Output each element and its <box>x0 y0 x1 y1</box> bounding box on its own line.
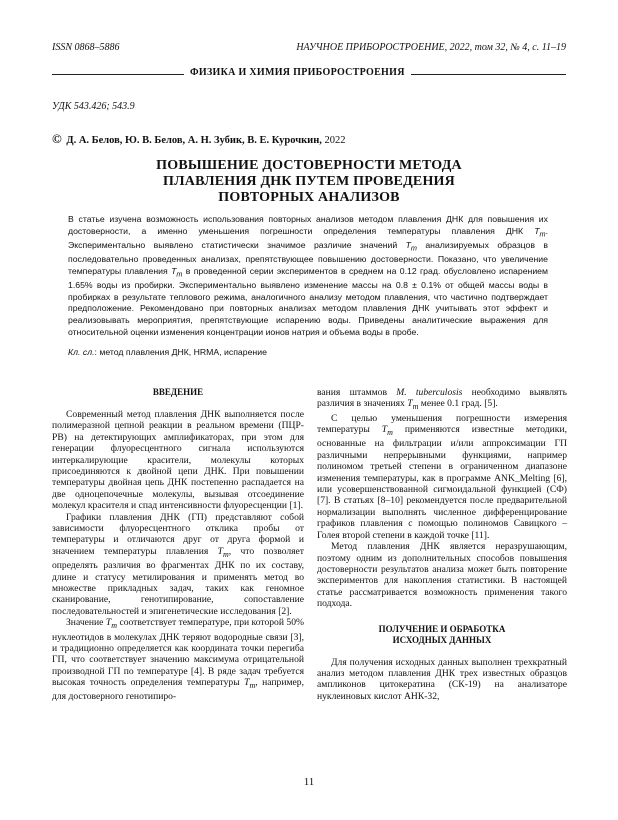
symbol-t: T <box>381 424 388 436</box>
heading-line-1: ПОЛУЧЕНИЕ И ОБРАБОТКА <box>378 623 506 634</box>
abstract <box>68 214 548 338</box>
authors-line <box>52 131 346 147</box>
keywords <box>68 347 267 357</box>
paragraph-text: Значение <box>66 617 104 629</box>
abstract-text-4: в проведенной серии экспериментов в среднем на 0.12 град. обусловлено испарением 1.65% воды из пробирки. Экспериментально выявлено изменение массы на 0.8 ± 0.1% от общей массы воды в пробирках в результате теплового режима, аналогичного анализу методом плавления, что частично подтверждает предположение. Рекомендовано при повторных анализах методом плавления ДНК учитывать этот эффект и реализовывать мероприятия, препятствующие испарению воды. Приведены аналитические выражения для относительной оценки изменения концентрации ионов натрия и объема воды в пробе. <box>68 265 548 337</box>
intro-paragraph-1 <box>52 409 304 512</box>
paragraph-text: вания штаммов <box>317 387 387 398</box>
symbol-m: m <box>539 229 546 239</box>
left-column <box>52 387 304 703</box>
title-line-3: ПОВТОРНЫХ АНАЛИЗОВ <box>218 190 400 205</box>
paragraph-text: Современный метод плавления ДНК выполняется после полимеразной цепной реакции в реальном времени (ПЦР-РВ) на детектирующих амплификаторах, при этом для генерации флуоресцентного сигнала используются интеркалирующие красители, молекулы которых присоединяются к двойной цепи ДНК. При повышении температуры двойная цепь ДНК постепенно распадается на две одноцепочечные молекулы, вызывая отсоединение молекул красителя и спад интенсивности флуоресценции [1]. <box>52 409 304 512</box>
symbol-t: T <box>105 617 112 629</box>
section-title: ФИЗИКА И ХИМИЯ ПРИБОРОСТРОЕНИЯ <box>184 67 411 78</box>
keywords-label: Кл. сл. <box>68 347 95 357</box>
section-banner <box>52 66 566 82</box>
heading-line-2: ИСХОДНЫХ ДАННЫХ <box>392 634 492 645</box>
page-number: 11 <box>303 776 315 788</box>
copyright-symbol: © <box>52 131 62 146</box>
paragraph-text: Графики плавления ДНК (ГП) представляют собой зависимости флуоресцентного отклика пробы от температуры и отличаются друг от друга формой и значением температуры плавления <box>52 511 304 557</box>
title-line-1: ПОВЫШЕНИЕ ДОСТОВЕРНОСТИ МЕТОДА <box>156 158 462 173</box>
symbol-m: m <box>249 681 256 691</box>
paragraph-text: , например, для достоверного генотипиро- <box>52 677 304 703</box>
paragraph-text: Метод плавления ДНК является неразрушающим, поэтому одним из дополнительных способов повышения достоверности результатов анализа может быть повторение экспериментов для накопления статистики. В настоящей статье рассматривается возможность применения такого подхода. <box>317 541 567 610</box>
intro-paragraph-3 <box>52 617 304 703</box>
intro-paragraph-2 <box>52 512 304 618</box>
section2-paragraph-1 <box>317 657 567 703</box>
paragraph-text: Для получения исходных данных выполнен трехкратный анализ методом плавления ДНК трех известных образцов ампликонов цитокератина (СК-19) на анализаторе нуклеиновых кислот АНК-32, <box>317 656 567 702</box>
keywords-text: метод плавления ДНК, HRMA, испарение <box>99 347 267 357</box>
paragraph-text: , что позволяет определять различия во фрагментах ДНК по их составу, длине и статусу метилирования и применять метод во множестве прикладных задач, таких как геномное сканирование, генотипирование, сопоставление последовательностей и эпигенетические исследования [2]. <box>52 545 305 617</box>
article-title <box>90 158 528 206</box>
intro-paragraph-4 <box>317 413 567 541</box>
symbol-t: T <box>217 545 223 557</box>
paragraph-text: необходимо выявлять различия в значениях <box>317 387 567 410</box>
symbol-m: m <box>387 428 393 438</box>
symbol-m: m <box>222 549 229 559</box>
symbol-m: m <box>176 269 183 279</box>
paragraph-text: С целью уменьшения погрешности измерения температуры <box>317 412 567 436</box>
paragraph-text: применяются известные методики, основанные на фильтрации и/или аппроксимации ГП различными непрерывными функциями, например полиномом третьей степени в ограниченном диапазоне изменения температуры, как в программе ANK_Melting [6], или усовершенствованной сигмоидальной функцией (СФ) [7]. В статьях [8–10] рекомендуется после предварительной нормализации выполнять численное дифференцирование графиков плавления с помощью полиномов Савицкого – Голея второй степени в каждой точке [11]. <box>317 424 567 541</box>
publication-year: 2022 <box>324 135 346 146</box>
right-column <box>317 387 567 702</box>
symbol-t: T <box>407 398 413 410</box>
section2-heading <box>317 624 567 646</box>
symbol-m: m <box>412 402 419 412</box>
paragraph-text: менее 0.1 град. [5]. <box>420 398 498 410</box>
journal-citation: НАУЧНОЕ ПРИБОРОСТРОЕНИЕ, 2022, том 32, № 4, с. 11–19 <box>296 42 566 53</box>
keywords-colon: : <box>94 347 97 357</box>
symbol-m: m <box>410 243 417 253</box>
species-name: M. tuberculosis <box>396 387 463 398</box>
abstract-text-3: анализируемых образцов в последовательно проведенных анализах, препятствующее повышению достоверности. Показано, что увеличение температуры плавления <box>68 239 548 276</box>
symbol-t: T <box>171 265 177 276</box>
abstract-text-1: В статье изучена возможность использования повторных анализов методом плавления ДНК для повышения их достоверности, а именно уменьшения погрешности определения температуры плавления ДНК <box>68 214 548 236</box>
intro-continuation <box>317 387 567 413</box>
author-names: Д. А. Белов, Ю. В. Белов, А. Н. Зубик, В. Е. Курочкин, <box>66 135 322 146</box>
symbol-t: T <box>405 239 411 250</box>
udk-code: УДК 543.426; 543.9 <box>52 101 135 112</box>
abstract-text-2: . Экспериментально выявлено статистически значимое различие значений <box>68 225 548 250</box>
issn: ISSN 0868–5886 <box>52 42 120 53</box>
symbol-t: T <box>534 225 540 236</box>
intro-heading: ВВЕДЕНИЕ <box>152 387 204 397</box>
title-line-2: ПЛАВЛЕНИЯ ДНК ПУТЕМ ПРОВЕДЕНИЯ <box>163 174 455 189</box>
symbol-t: T <box>244 677 250 689</box>
paragraph-text: соответствует температуре, при которой 50% нуклеотидов в молекулах ДНК теряют водородные связи [3], и традиционно определяется как координата точки перегиба ГП, что соответствует значению максимума отрицательной производной ГП по температуре [4]. В ряде задач требуется высокая точность определения температуры <box>52 617 305 689</box>
intro-paragraph-5 <box>317 541 567 609</box>
symbol-m: m <box>111 621 117 631</box>
